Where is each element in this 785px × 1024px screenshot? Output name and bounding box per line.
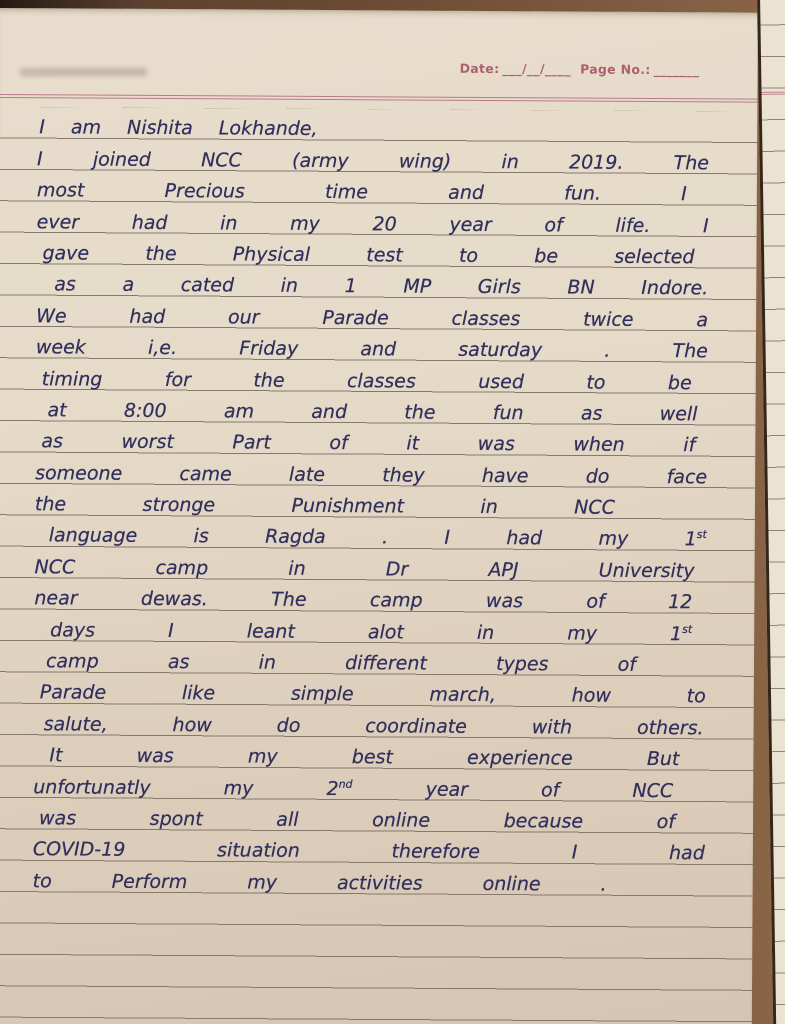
notebook-page — [0, 8, 758, 1024]
word: online — [482, 872, 541, 896]
word: our — [227, 306, 260, 329]
word: was — [477, 433, 515, 456]
handwritten-line-10 — [0, 390, 756, 426]
word: year — [449, 213, 492, 236]
word: 12 — [668, 591, 693, 614]
word: timing — [41, 367, 103, 391]
word: time — [324, 181, 369, 204]
word: camp — [369, 589, 423, 612]
word: ever — [36, 210, 80, 234]
word: was — [485, 590, 524, 613]
handwritten-line-18 — [0, 641, 754, 677]
word: was — [136, 745, 174, 768]
word: cated — [180, 274, 235, 297]
word: therefore — [391, 840, 481, 864]
word: near — [34, 587, 78, 610]
handwritten-line-15 — [0, 546, 755, 582]
word: be — [534, 245, 559, 268]
word: of — [617, 653, 637, 676]
word: the — [404, 401, 436, 424]
handwritten-line-14 — [0, 515, 755, 551]
word: week — [35, 336, 86, 359]
word: all — [276, 808, 299, 831]
word: for — [164, 368, 192, 391]
handwritten-line-7 — [0, 295, 756, 331]
handwritten-line-8 — [0, 327, 756, 363]
word: MP — [403, 275, 432, 298]
word: a — [122, 274, 135, 297]
word: am — [70, 116, 102, 140]
word: Precious — [164, 180, 245, 203]
word: I — [571, 841, 578, 864]
word: We — [36, 304, 67, 328]
word: test — [366, 244, 403, 267]
word: most — [36, 179, 85, 202]
word: . — [382, 526, 389, 549]
word: i,e. — [147, 337, 178, 360]
word: Lokhande, — [218, 117, 318, 141]
handwritten-line-25 — [0, 860, 753, 896]
word: BN — [567, 276, 595, 299]
word: 1 — [344, 275, 357, 298]
word: fun. — [564, 182, 602, 205]
word: The — [271, 588, 307, 612]
word: (army — [292, 149, 349, 172]
word: at — [47, 399, 67, 422]
word: classes — [346, 369, 416, 393]
word: of — [329, 432, 348, 455]
word: do — [276, 714, 301, 737]
word: the — [145, 242, 177, 266]
word: COVID-19 — [32, 838, 126, 862]
word: twice — [583, 308, 634, 331]
word: Girls — [477, 276, 521, 299]
handwritten-line-11 — [0, 421, 755, 457]
word: NCC — [34, 556, 76, 579]
word: selected — [614, 245, 695, 269]
word: in — [501, 150, 519, 173]
word: to — [458, 244, 479, 267]
handwritten-line-23 — [0, 798, 753, 834]
word: as — [167, 651, 190, 674]
word: simple — [290, 683, 354, 706]
pencil-smudge — [20, 67, 148, 76]
handwritten-line-16 — [0, 578, 755, 614]
word: do — [585, 465, 610, 488]
word: stronge — [142, 493, 216, 517]
word: I — [168, 619, 174, 642]
word: how — [571, 684, 611, 708]
word: I — [681, 183, 687, 206]
word: salute, — [43, 713, 108, 736]
word: Part — [232, 431, 271, 454]
word: my — [223, 776, 254, 800]
word: how — [172, 713, 212, 737]
handwriting-area — [0, 107, 757, 1024]
word: when — [573, 433, 625, 457]
handwritten-line-20 — [0, 703, 754, 739]
word: Parade — [322, 306, 389, 330]
word: my — [290, 212, 320, 235]
word: Punishment — [291, 494, 405, 518]
word: if — [683, 434, 696, 457]
word: in — [288, 557, 306, 580]
date-label: Date: — [459, 60, 500, 77]
word: 20 — [372, 212, 397, 235]
word: in — [480, 496, 498, 519]
word: as — [41, 430, 63, 453]
next-page-edge — [757, 0, 785, 1024]
word: Physical — [232, 243, 311, 266]
word: spont — [149, 807, 203, 831]
word: experience — [467, 747, 573, 770]
handwritten-line-1 — [0, 107, 757, 143]
word: APJ — [488, 558, 519, 582]
word: in — [280, 275, 299, 298]
word: be — [667, 371, 692, 394]
word: am — [223, 400, 255, 423]
word: I — [702, 214, 709, 237]
word: my — [247, 745, 278, 768]
handwritten-line-24 — [0, 829, 753, 865]
word: different — [345, 652, 427, 675]
handwritten-line-3 — [0, 170, 757, 206]
word: year — [425, 778, 469, 801]
word: as — [54, 273, 76, 296]
handwritten-line-13 — [0, 484, 755, 520]
word: camp — [155, 556, 209, 580]
word: Indore. — [641, 277, 709, 300]
word: have — [481, 464, 529, 487]
word: had — [668, 842, 705, 865]
word: camp — [45, 650, 99, 673]
word: to — [686, 685, 706, 708]
next-page-margin-rule — [762, 92, 785, 95]
word: gave — [42, 242, 90, 265]
word: others. — [636, 716, 704, 740]
word: I — [444, 527, 451, 550]
word: worst — [121, 431, 174, 454]
word: the — [34, 493, 67, 516]
word: online — [372, 809, 431, 832]
word: alot — [367, 620, 404, 644]
word: to — [586, 371, 606, 394]
word: Friday — [239, 337, 299, 360]
handwritten-line-19 — [0, 672, 754, 708]
word: my — [598, 528, 629, 551]
word: 8:00 — [123, 399, 167, 422]
word: life. — [615, 214, 651, 237]
word: they — [382, 464, 425, 487]
word: as — [580, 402, 603, 425]
word: NCC — [574, 496, 616, 519]
handwritten-line-12 — [0, 452, 755, 488]
word: late — [288, 463, 326, 486]
word: But — [646, 748, 680, 771]
word: well — [659, 402, 698, 426]
word: face — [666, 465, 708, 489]
word: came — [179, 462, 232, 486]
word: Dr — [385, 558, 409, 581]
word: in — [476, 621, 495, 644]
word: 1st — [669, 622, 693, 645]
word: . — [600, 873, 607, 896]
word: to — [32, 869, 52, 893]
word: It — [49, 744, 63, 767]
word: best — [351, 746, 393, 769]
word: it — [406, 432, 420, 455]
handwritten-line-6 — [0, 264, 756, 300]
word: because — [503, 810, 584, 833]
word: joined — [92, 148, 151, 171]
handwritten-line-17 — [0, 609, 754, 645]
word: the — [253, 369, 285, 392]
word: Nishita — [126, 117, 193, 140]
word: is — [193, 525, 209, 548]
word: fun — [492, 401, 524, 425]
word: of — [586, 590, 605, 613]
word: wing) — [398, 150, 452, 173]
page-no-blank-line: _______ — [653, 61, 700, 78]
word: days — [50, 618, 96, 642]
word: in — [258, 651, 277, 674]
handwritten-line-22 — [0, 766, 753, 802]
word: in — [220, 211, 238, 235]
word: situation — [217, 839, 300, 863]
word: someone — [35, 461, 123, 485]
word: of — [656, 811, 676, 834]
word: of — [540, 778, 560, 802]
word: march, — [429, 684, 497, 707]
word: Perform — [111, 870, 188, 893]
word: was — [38, 807, 77, 830]
word: unfortunatly — [33, 775, 151, 799]
handwritten-line-9 — [0, 358, 756, 394]
handwritten-line-2 — [0, 138, 757, 174]
word: like — [181, 682, 216, 705]
word: and — [448, 181, 485, 205]
word: University — [598, 559, 695, 583]
date-page-stamp — [460, 61, 700, 77]
word: of — [544, 213, 563, 237]
word: and — [311, 400, 348, 424]
word: 2019. — [568, 151, 624, 174]
word: coordinate — [365, 715, 467, 738]
page-no-label: Page No.: — [580, 61, 651, 77]
word: activities — [336, 871, 423, 895]
word: 2nd — [326, 777, 353, 800]
handwritten-line-21 — [0, 735, 754, 771]
word: language — [48, 524, 138, 548]
word: The — [673, 151, 710, 175]
header-margin-rule — [0, 94, 757, 103]
word: had — [129, 305, 166, 328]
handwritten-line-4 — [0, 201, 757, 237]
date-blank-line: ___/__/____ — [502, 61, 572, 77]
word: classes — [451, 307, 521, 330]
handwritten-line-5 — [0, 233, 757, 269]
word: NCC — [201, 149, 242, 172]
word: leant — [246, 620, 295, 643]
word: Parade — [39, 681, 107, 705]
word: used — [478, 370, 525, 393]
word: The — [672, 340, 708, 363]
word: my — [567, 622, 598, 645]
word: and — [360, 338, 397, 361]
word: I — [37, 148, 43, 171]
word: I — [39, 116, 45, 139]
word: my — [247, 871, 278, 894]
word: Ragda — [265, 526, 326, 549]
word: . — [604, 339, 611, 362]
word: dewas. — [140, 588, 208, 611]
word: types — [496, 653, 549, 676]
word: had — [131, 211, 168, 234]
word: NCC — [632, 779, 674, 802]
word: saturday — [458, 338, 543, 362]
word: had — [506, 527, 543, 550]
word: a — [696, 308, 709, 332]
word: with — [531, 716, 573, 739]
word: 1st — [684, 528, 707, 551]
